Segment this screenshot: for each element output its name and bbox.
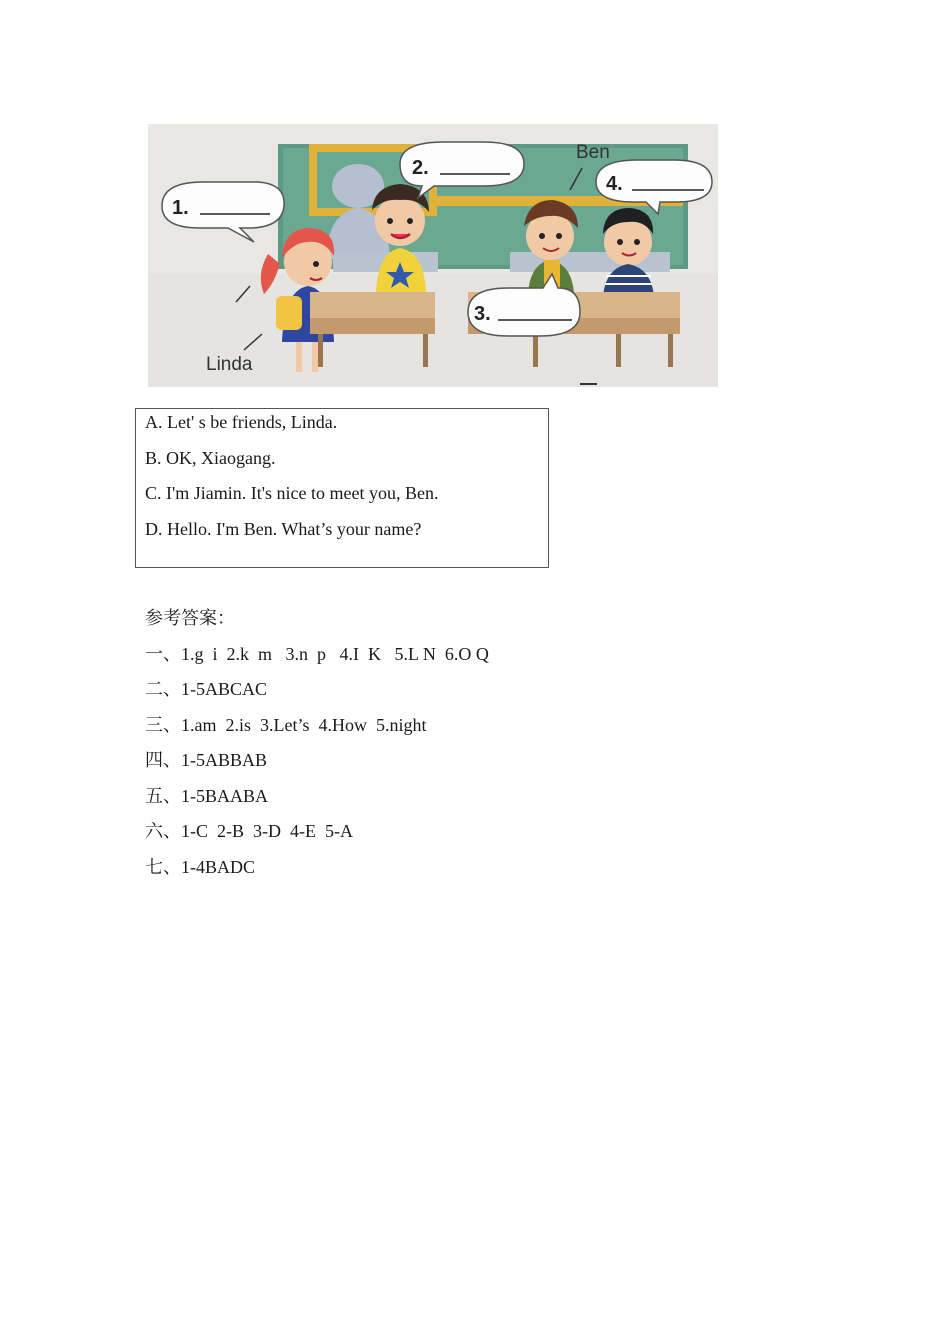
answer-line-3: 三、1.am 2.is 3.Let’s 4.How 5.night bbox=[145, 714, 427, 735]
option-d: D. Hello. I'm Ben. What’s your name? bbox=[145, 519, 422, 539]
answer-key bbox=[145, 605, 489, 889]
bubble-1-number: 1. bbox=[172, 197, 189, 219]
answer-line-1: 一、1.g i 2.k m 3.n p 4.I K 5.L N 6.O Q bbox=[145, 643, 489, 664]
option-c: C. I'm Jiamin. It's nice to meet you, Ben. bbox=[145, 483, 439, 503]
answer-line-6: 六、1-C 2-B 3-D 4-E 5-A bbox=[145, 821, 353, 841]
options-box bbox=[135, 408, 549, 568]
answer-line-7: 七、1-4BADC bbox=[145, 856, 256, 877]
option-b: B. OK, Xiaogang. bbox=[145, 448, 276, 468]
classroom-illustration bbox=[148, 124, 718, 387]
bubble-2-number: 2. bbox=[412, 157, 429, 179]
answer-key-heading: 参考答案： bbox=[145, 608, 235, 628]
answer-line-5: 五、1-5BAABA bbox=[145, 785, 269, 806]
option-a: A. Let' s be friends, Linda. bbox=[145, 412, 338, 432]
bubble-4-number: 4. bbox=[606, 173, 623, 195]
stray-mark bbox=[580, 383, 597, 385]
answer-line-4: 四、1-5ABBAB bbox=[145, 750, 268, 770]
bubble-3-number: 3. bbox=[474, 303, 491, 325]
name-label-linda: Linda bbox=[206, 354, 253, 375]
answer-line-2: 二、1-5ABCAC bbox=[145, 679, 268, 699]
name-label-ben: Ben bbox=[576, 142, 610, 163]
classroom-scene bbox=[148, 124, 718, 387]
